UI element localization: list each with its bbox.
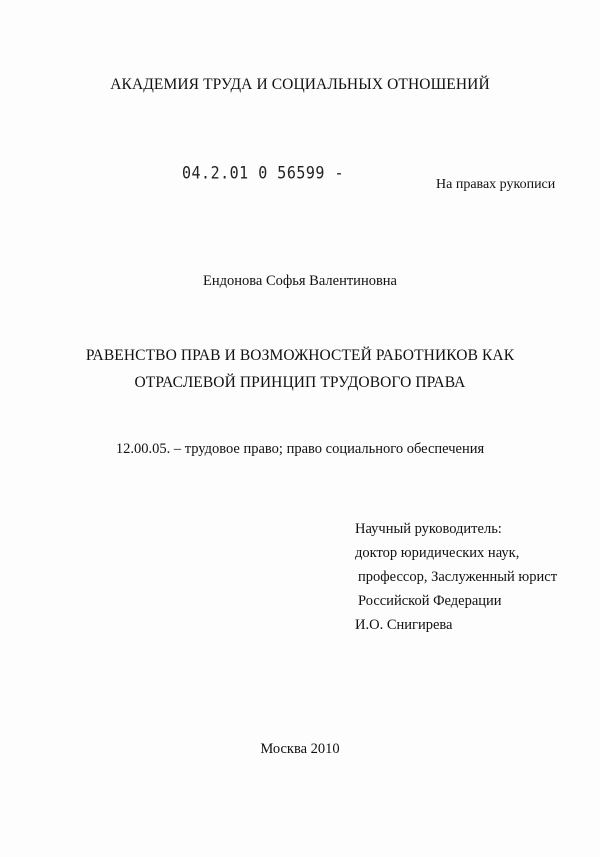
library-stamp-number: 04.2.01 0 56599 - <box>182 163 345 183</box>
supervisor-heading: Научный руководитель: <box>355 521 502 537</box>
specialty-code: 12.00.05. – трудовое право; право социального обеспечения <box>115 441 485 457</box>
supervisor-name: И.О. Снигирева <box>355 617 453 633</box>
author-name: Ендонова Софья Валентиновна <box>202 273 397 289</box>
city-and-year: Москва 2010 <box>260 741 340 757</box>
supervisor-country: Российской Федерации <box>358 593 502 609</box>
supervisor-degree: доктор юридических наук, <box>355 545 520 561</box>
manuscript-note: На правах рукописи <box>436 177 556 192</box>
institution-name: АКАДЕМИЯ ТРУДА И СОЦИАЛЬНЫХ ОТНОШЕНИЙ <box>110 76 490 93</box>
dissertation-title-line-1: РАВЕНСТВО ПРАВ И ВОЗМОЖНОСТЕЙ РАБОТНИКОВ КАК <box>85 347 515 364</box>
supervisor-title: профессор, Заслуженный юрист <box>358 569 558 585</box>
dissertation-title-line-2: ОТРАСЛЕВОЙ ПРИНЦИП ТРУДОВОГО ПРАВА <box>134 374 466 391</box>
